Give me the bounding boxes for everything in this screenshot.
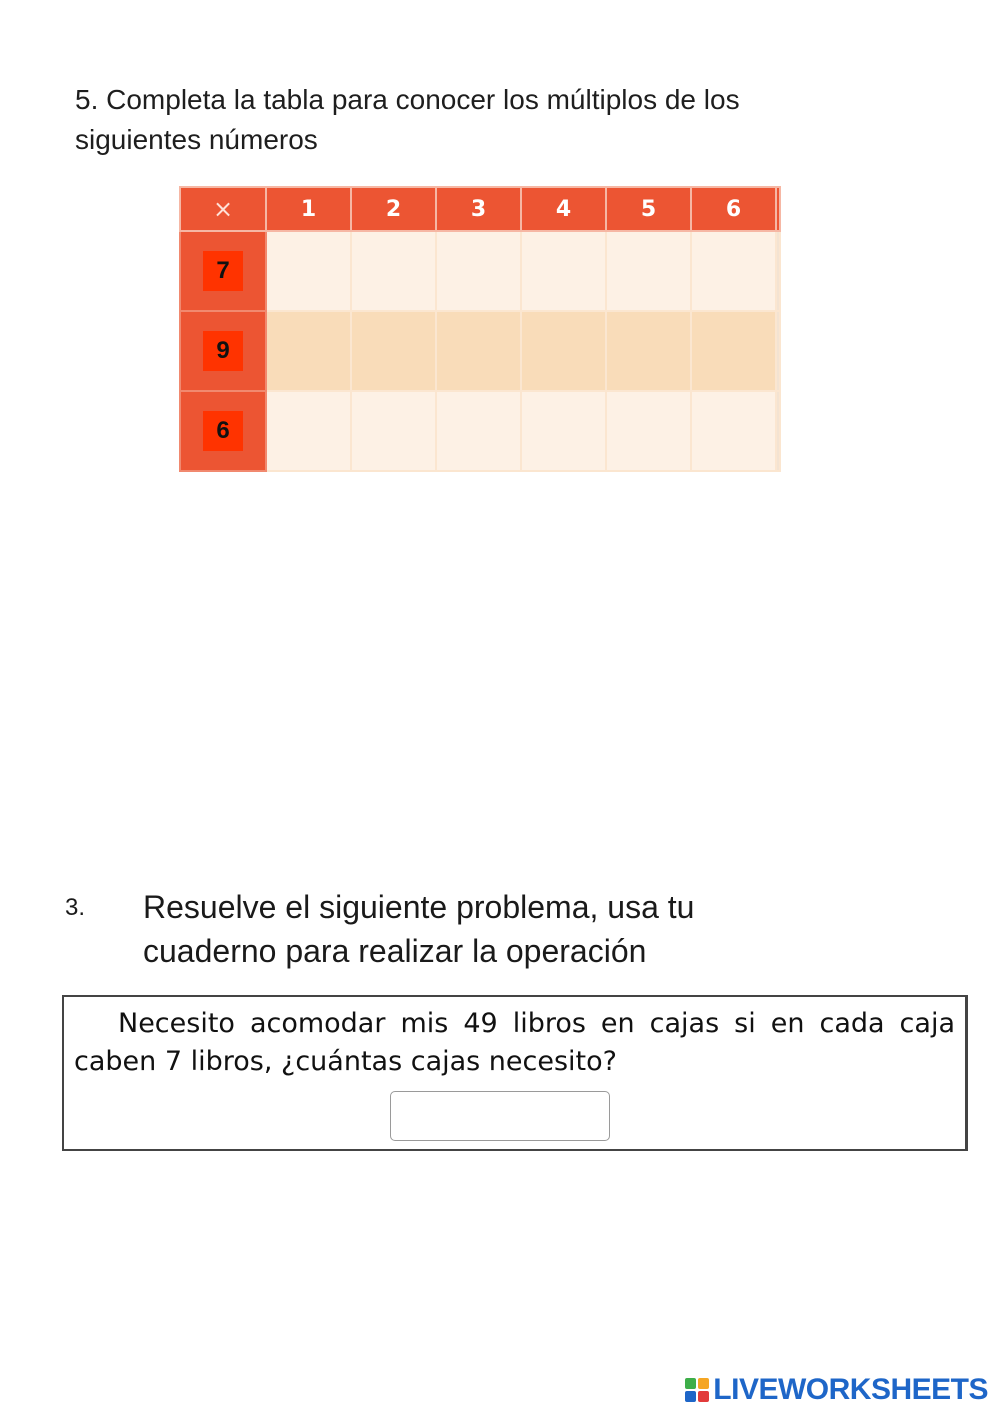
table-cell <box>521 311 606 391</box>
table-row <box>180 311 780 391</box>
table-edge <box>776 311 780 391</box>
table-cell <box>521 231 606 311</box>
brand-text: LIVEWORKSHEETS <box>713 1373 988 1406</box>
table-edge <box>776 187 780 231</box>
column-header: 6 <box>691 187 776 231</box>
table-cell <box>606 231 691 311</box>
answer-input[interactable] <box>390 1091 610 1141</box>
multiplication-table <box>179 186 781 472</box>
logo-square <box>698 1391 709 1402</box>
row-label-7: 7 <box>203 251 243 291</box>
table-edge <box>776 231 780 311</box>
logo-square <box>685 1378 696 1389</box>
liveworksheets-brand <box>685 1372 988 1408</box>
column-header: 1 <box>266 187 351 231</box>
liveworksheets-logo-icon <box>685 1378 709 1402</box>
row-label-9: 9 <box>203 331 243 371</box>
row-header <box>180 231 266 311</box>
logo-square <box>685 1391 696 1402</box>
table-cell <box>606 391 691 471</box>
question-3-text: Resuelve el siguiente problema, usa tu cuaderno para realizar la operación <box>143 889 695 969</box>
table-row <box>180 391 780 471</box>
problem-box <box>62 995 968 1151</box>
table-cell <box>436 391 521 471</box>
table-cell <box>266 391 351 471</box>
question-3-number: 3. <box>65 894 86 921</box>
column-header: 2 <box>351 187 436 231</box>
multiply-icon: × <box>180 187 266 231</box>
column-header: 4 <box>521 187 606 231</box>
row-label-6: 6 <box>203 411 243 451</box>
table-cell <box>606 311 691 391</box>
table-cell <box>351 311 436 391</box>
table-header-row <box>180 187 780 231</box>
logo-square <box>698 1378 709 1389</box>
table-cell <box>266 311 351 391</box>
table-cell <box>691 231 776 311</box>
table-cell <box>521 391 606 471</box>
question-5-title: 5. Completa la tabla para conocer los múltiplos de los siguientes números <box>75 84 740 155</box>
table-edge <box>776 391 780 471</box>
table-cell <box>266 231 351 311</box>
row-header <box>180 311 266 391</box>
table-cell <box>691 311 776 391</box>
problem-statement: Necesito acomodar mis 49 libros en cajas si en cada caja caben 7 libros, ¿cuántas cajas necesito? <box>74 1008 955 1077</box>
table-cell <box>691 391 776 471</box>
table-cell <box>436 231 521 311</box>
table-cell <box>351 391 436 471</box>
column-header: 3 <box>436 187 521 231</box>
table-cell <box>351 231 436 311</box>
column-header: 5 <box>606 187 691 231</box>
table-cell <box>436 311 521 391</box>
problem-text-wrapper <box>74 1005 955 1081</box>
row-header <box>180 391 266 471</box>
table-row <box>180 231 780 311</box>
